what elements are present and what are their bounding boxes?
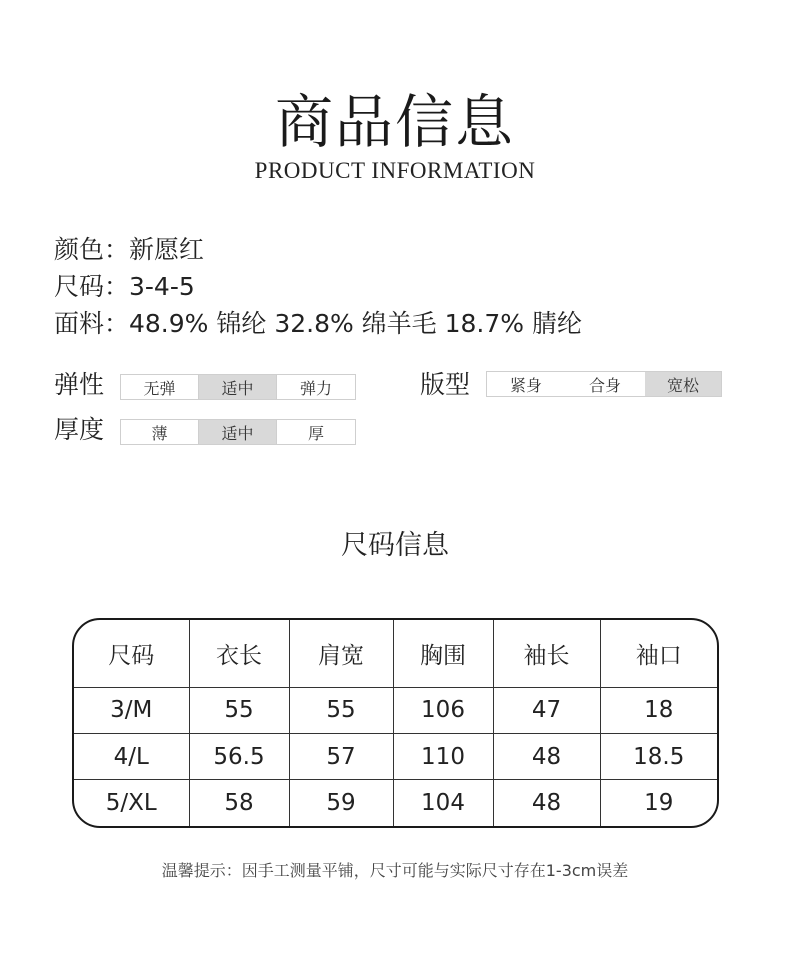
fit-label: 版型 (420, 370, 471, 399)
thickness-option: 薄 (121, 420, 199, 444)
table-cell: 47 (493, 687, 600, 733)
fit-option: 宽松 (645, 372, 721, 396)
table-header-row (74, 620, 717, 687)
table-cell: 58 (189, 780, 289, 826)
column-header: 尺码 (74, 620, 189, 687)
column-header: 袖口 (600, 620, 717, 687)
thickness-option: 厚 (307, 423, 324, 443)
table-cell: 18 (600, 687, 717, 733)
thickness-scale (120, 419, 356, 445)
table-row (74, 780, 717, 826)
column-header: 袖长 (493, 620, 600, 687)
column-header: 衣长 (189, 620, 289, 687)
fit-option: 紧身 (509, 375, 542, 395)
table-cell: 4/L (74, 734, 189, 780)
table-cell: 55 (189, 687, 289, 733)
elasticity-option: 适中 (199, 375, 277, 399)
fit-option: 合身 (588, 375, 621, 395)
page-title: 商品信息 (274, 88, 515, 156)
column-header: 肩宽 (289, 620, 393, 687)
table-cell: 106 (393, 687, 493, 733)
elasticity-option: 弹力 (299, 378, 332, 398)
table-cell: 18.5 (600, 734, 717, 780)
size-table (72, 618, 719, 828)
measurement-note: 温馨提示：因手工测量平铺，尺寸可能与实际尺寸存在1-3cm误差 (161, 861, 629, 880)
table-row (74, 687, 717, 733)
fit-scale (486, 371, 722, 397)
table-cell: 56.5 (189, 734, 289, 780)
table-cell: 104 (393, 780, 493, 826)
table-cell: 48 (493, 734, 600, 780)
color-info: 颜色：新愿红 (54, 235, 205, 264)
table-cell: 5/XL (74, 780, 189, 826)
size-section-title: 尺码信息 (341, 530, 449, 561)
table-cell: 59 (289, 780, 393, 826)
table-cell: 110 (393, 734, 493, 780)
table-cell: 57 (289, 734, 393, 780)
table-cell: 48 (493, 780, 600, 826)
fabric-info: 面料：48.9% 锦纶 32.8% 绵羊毛 18.7% 腈纶 (54, 309, 582, 338)
table-cell: 55 (289, 687, 393, 733)
table-cell: 3/M (74, 687, 189, 733)
table-cell: 19 (644, 790, 674, 817)
table-row (74, 734, 717, 780)
size-info: 尺码：3-4-5 (54, 272, 195, 301)
thickness-option: 适中 (199, 420, 277, 444)
page-subtitle: PRODUCT INFORMATION (254, 158, 536, 183)
thickness-label: 厚度 (54, 415, 105, 444)
elasticity-label: 弹性 (54, 370, 105, 399)
column-header: 胸围 (393, 620, 493, 687)
elasticity-scale (120, 374, 356, 400)
elasticity-option: 无弹 (121, 375, 199, 399)
